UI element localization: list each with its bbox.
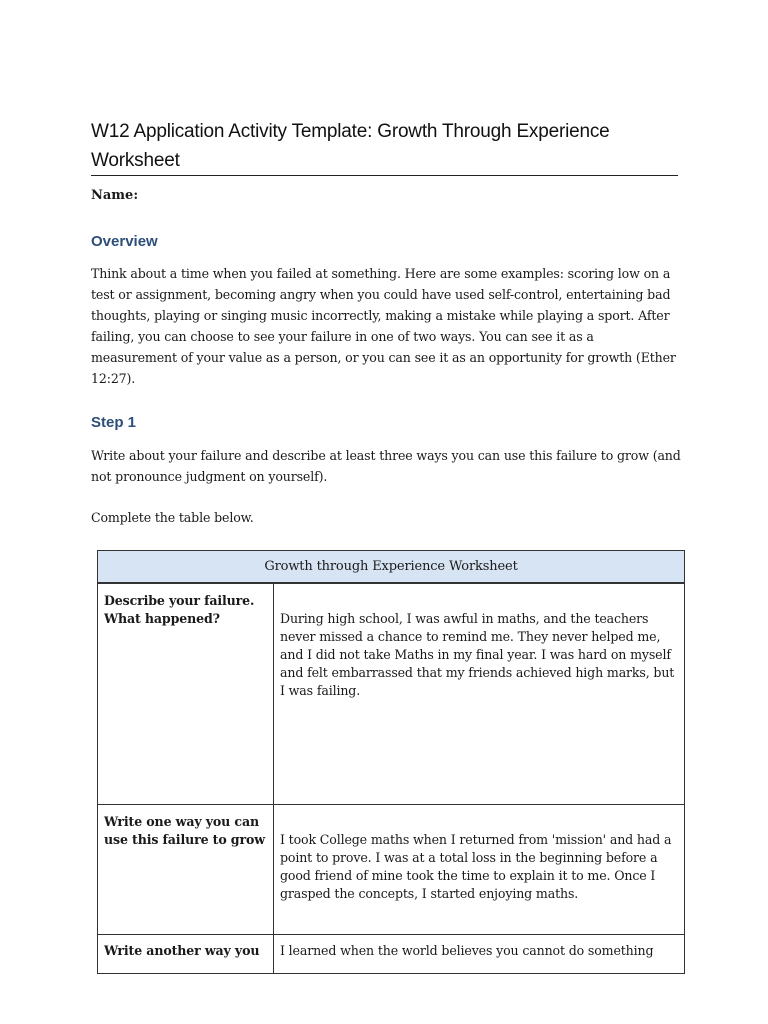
step1-paragraph: Write about your failure and describe at least three ways you can use this failure to grow (and not pronounce judgment on yourself).	[91, 448, 681, 484]
table-row	[98, 805, 685, 935]
step1-heading: Step 1	[91, 414, 137, 431]
table-prompt-cell: Write another way you	[98, 935, 274, 974]
table-row	[98, 935, 685, 974]
table-row	[98, 583, 685, 805]
overview-paragraph: Think about a time when you failed at something. Here are some examples: scoring low on a test or assignment, becoming angry when you could have used self-control, entertaining bad thoughts, playing or singing music incorrectly, making a mistake while playing a sport. After failing, you can choose to see your failure in one of two ways. You can see it as a measurement of your value as a person, or you can see it as an opportunity for growth (Ether 12:27).	[91, 266, 676, 386]
title-divider	[91, 175, 678, 176]
step1-instruction: Complete the table below.	[91, 510, 254, 525]
table-header: Growth through Experience Worksheet	[98, 551, 685, 584]
table-prompt-cell: Describe your failure. What happened?	[98, 583, 274, 805]
name-label-text: Name:	[91, 188, 139, 203]
table-prompt-cell: Write one way you can use this failure to grow	[98, 805, 274, 935]
table-answer-cell[interactable]: I took College maths when I returned from 'mission' and had a point to prove. I was at a total loss in the beginning before a good friend of mine took the time to explain it to me. Once I grasped the concepts, I started enjoying maths.	[274, 805, 685, 935]
table-answer-cell[interactable]: During high school, I was awful in maths, and the teachers never missed a chance to remind me. They never helped me, and I did not take Maths in my final year. I was hard on myself and felt embarrassed that my friends achieved high marks, but I was failing.	[274, 583, 685, 805]
worksheet-table	[97, 550, 685, 974]
table-answer-cell[interactable]: I learned when the world believes you cannot do something	[274, 935, 685, 974]
overview-heading: Overview	[91, 233, 158, 250]
document-title: W12 Application Activity Template: Growth Through Experience Worksheet	[91, 121, 610, 171]
table-header-row	[98, 551, 685, 584]
name-field-label	[91, 187, 138, 205]
